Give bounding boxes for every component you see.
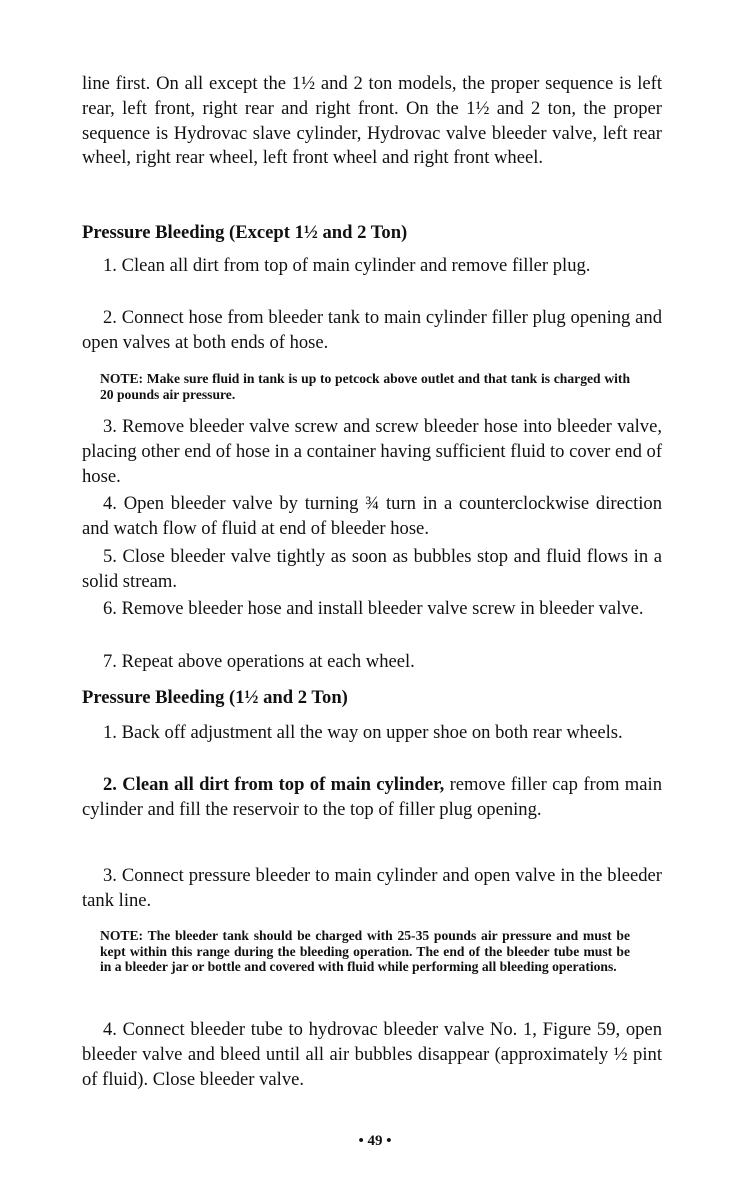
section-heading: Pressure Bleeding (1½ and 2 Ton) [82,687,348,708]
note: NOTE: The bleeder tank should be charged with 25-35 pounds air pressure and must be kept within this range during the bleeding operation. The end of the bleeder tube must be in a bleeder jar or bottle and covered with fluid while performing all bleeding operations. [100,928,630,974]
section-heading: Pressure Bleeding (Except 1½ and 2 Ton) [82,222,408,243]
page-number: • 49 • [358,1133,392,1149]
step: 4. Open bleeder valve by turning ¾ turn in a counterclockwise direction and watch flow of fluid at end of bleeder hose. [82,493,662,539]
step: 5. Close bleeder valve tightly as soon as bubbles stop and fluid flows in a solid stream. [82,546,662,592]
step: 3. Connect pressure bleeder to main cylinder and open valve in the bleeder tank line. [82,865,662,911]
intro-paragraph: line first. On all except the 1½ and 2 ton models, the proper sequence is left rear, left front, right rear and right front. On the 1½ and 2 ton, the proper sequence is Hydrovac slave cylinder, Hydrovac valve bleeder valve, left rear wheel, right rear wheel, left front wheel and right front wheel. [82,73,662,169]
step [82,773,662,823]
step-text: remove filler cap from main cylinder and fill the reservoir to the top of filler plug opening. [82,774,662,820]
step: 3. Remove bleeder valve screw and screw bleeder hose into bleeder valve, placing other end of hose in a container having sufficient fluid to cover end of hose. [82,416,663,487]
step: 2. Connect hose from bleeder tank to main cylinder filler plug opening and open valves at both ends of hose. [82,307,662,353]
step: 6. Remove bleeder hose and install bleeder valve screw in bleeder valve. [103,598,644,619]
step: 1. Clean all dirt from top of main cylinder and remove filler plug. [103,255,591,276]
step: 1. Back off adjustment all the way on upper shoe on both rear wheels. [103,722,623,743]
step: 7. Repeat above operations at each wheel. [103,651,415,672]
step-bold-text: 2. Clean all dirt from top of main cylinder, [103,774,445,795]
note: NOTE: Make sure fluid in tank is up to petcock above outlet and that tank is charged with 20 pounds air pressure. [100,371,630,402]
step: 4. Connect bleeder tube to hydrovac bleeder valve No. 1, Figure 59, open bleeder valve and bleed until all air bubbles disappear (approximately ½ pint of fluid). Close bleeder valve. [82,1019,662,1090]
